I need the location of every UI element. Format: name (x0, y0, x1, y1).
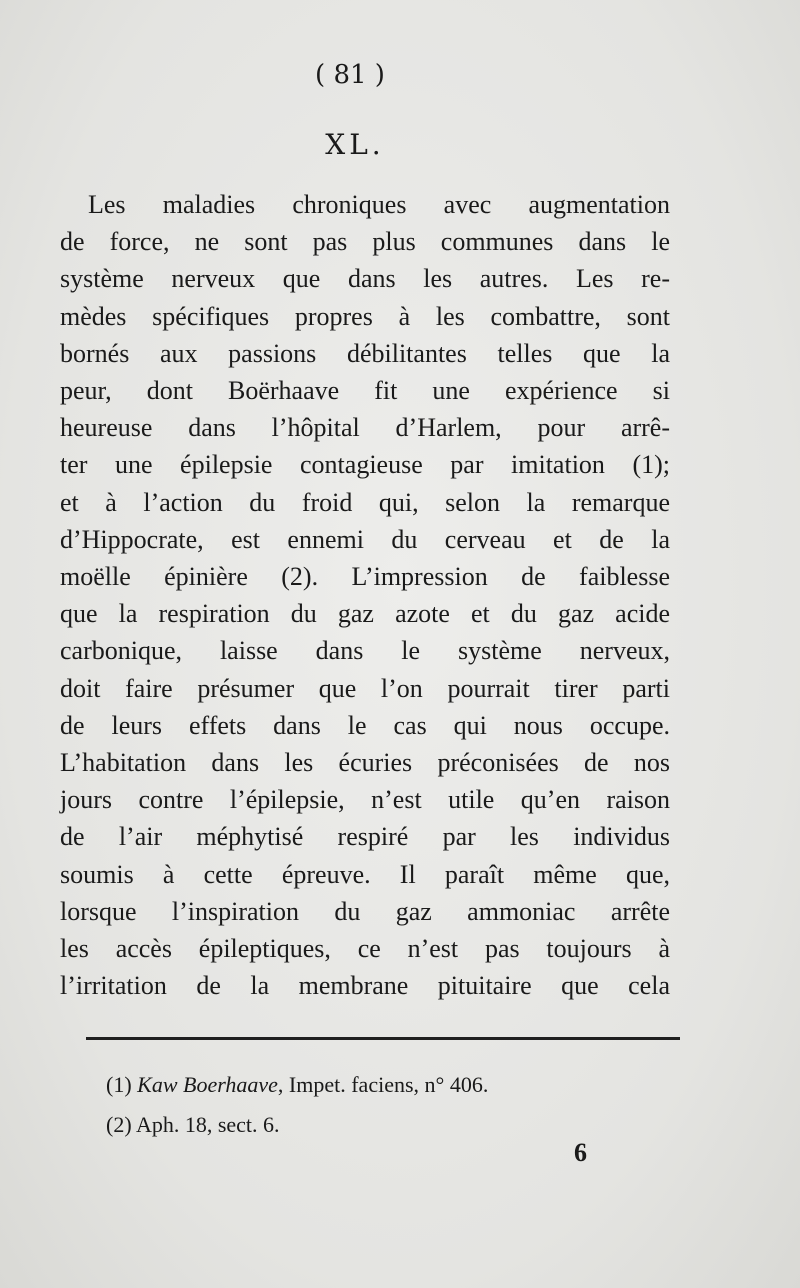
footnote-1-reference: , Impet. faciens, n° 406. (277, 1072, 489, 1097)
text-line: carbonique, laisse dans le système nerveux, (60, 636, 670, 666)
text-line: lorsque l’inspiration du gaz ammoniac arrête (60, 896, 670, 926)
footnote-rule (86, 1037, 680, 1040)
body-paragraph (60, 186, 670, 1004)
page-number: ( 81 ) (315, 60, 385, 90)
text-line: heureuse dans l’hôpital d’Harlem, pour arrê- (60, 413, 670, 443)
footnote-2: (2) Aph. 18, sect. 6. (106, 1112, 280, 1137)
text-line: Les maladies chroniques avec augmentation (88, 190, 670, 219)
text-line: que la respiration du gaz azote et du gaz acide (60, 599, 670, 629)
text-line: et à l’action du froid qui, selon la remarque (60, 487, 670, 517)
text-line: d’Hippocrate, est ennemi du cerveau et de la (60, 524, 670, 554)
footnotes (106, 1065, 488, 1145)
text-line: moëlle épinière (2). L’impression de faiblesse (60, 562, 670, 592)
text-line: soumis à cette épreuve. Il paraît même que, (60, 859, 670, 889)
text-line: les accès épileptiques, ce n’est pas toujours à (60, 934, 670, 964)
text-line: doit faire présumer que l’on pourrait tirer parti (60, 673, 670, 703)
text-line: peur, dont Boërhaave fit une expérience si (60, 376, 670, 406)
text-line: ter une épilepsie contagieuse par imitation (1); (60, 450, 670, 480)
text-line: L’habitation dans les écuries préconisées de nos (60, 748, 670, 778)
text-line: système nerveux que dans les autres. Les re- (60, 264, 670, 294)
text-line: jours contre l’épilepsie, n’est utile qu’en raison (60, 785, 670, 815)
section-title: XL. (325, 128, 385, 161)
text-line: l’irritation de la membrane pituitaire que cela (60, 971, 670, 1001)
text-line: bornés aux passions débilitantes telles que la (60, 338, 670, 368)
footnote-1-marker: (1) (106, 1072, 132, 1097)
text-line: de leurs effets dans le cas qui nous occupe. (60, 710, 670, 740)
text-line: mèdes spécifiques propres à les combattre, sont (60, 301, 670, 331)
signature-mark: 6 (574, 1138, 587, 1167)
text-line: de force, ne sont pas plus communes dans le (60, 227, 670, 257)
footnote-1-author: Kaw Boerhaave (137, 1072, 278, 1097)
footnote-1 (106, 1065, 488, 1105)
text-line: de l’air méphytisé respiré par les individus (60, 822, 670, 852)
